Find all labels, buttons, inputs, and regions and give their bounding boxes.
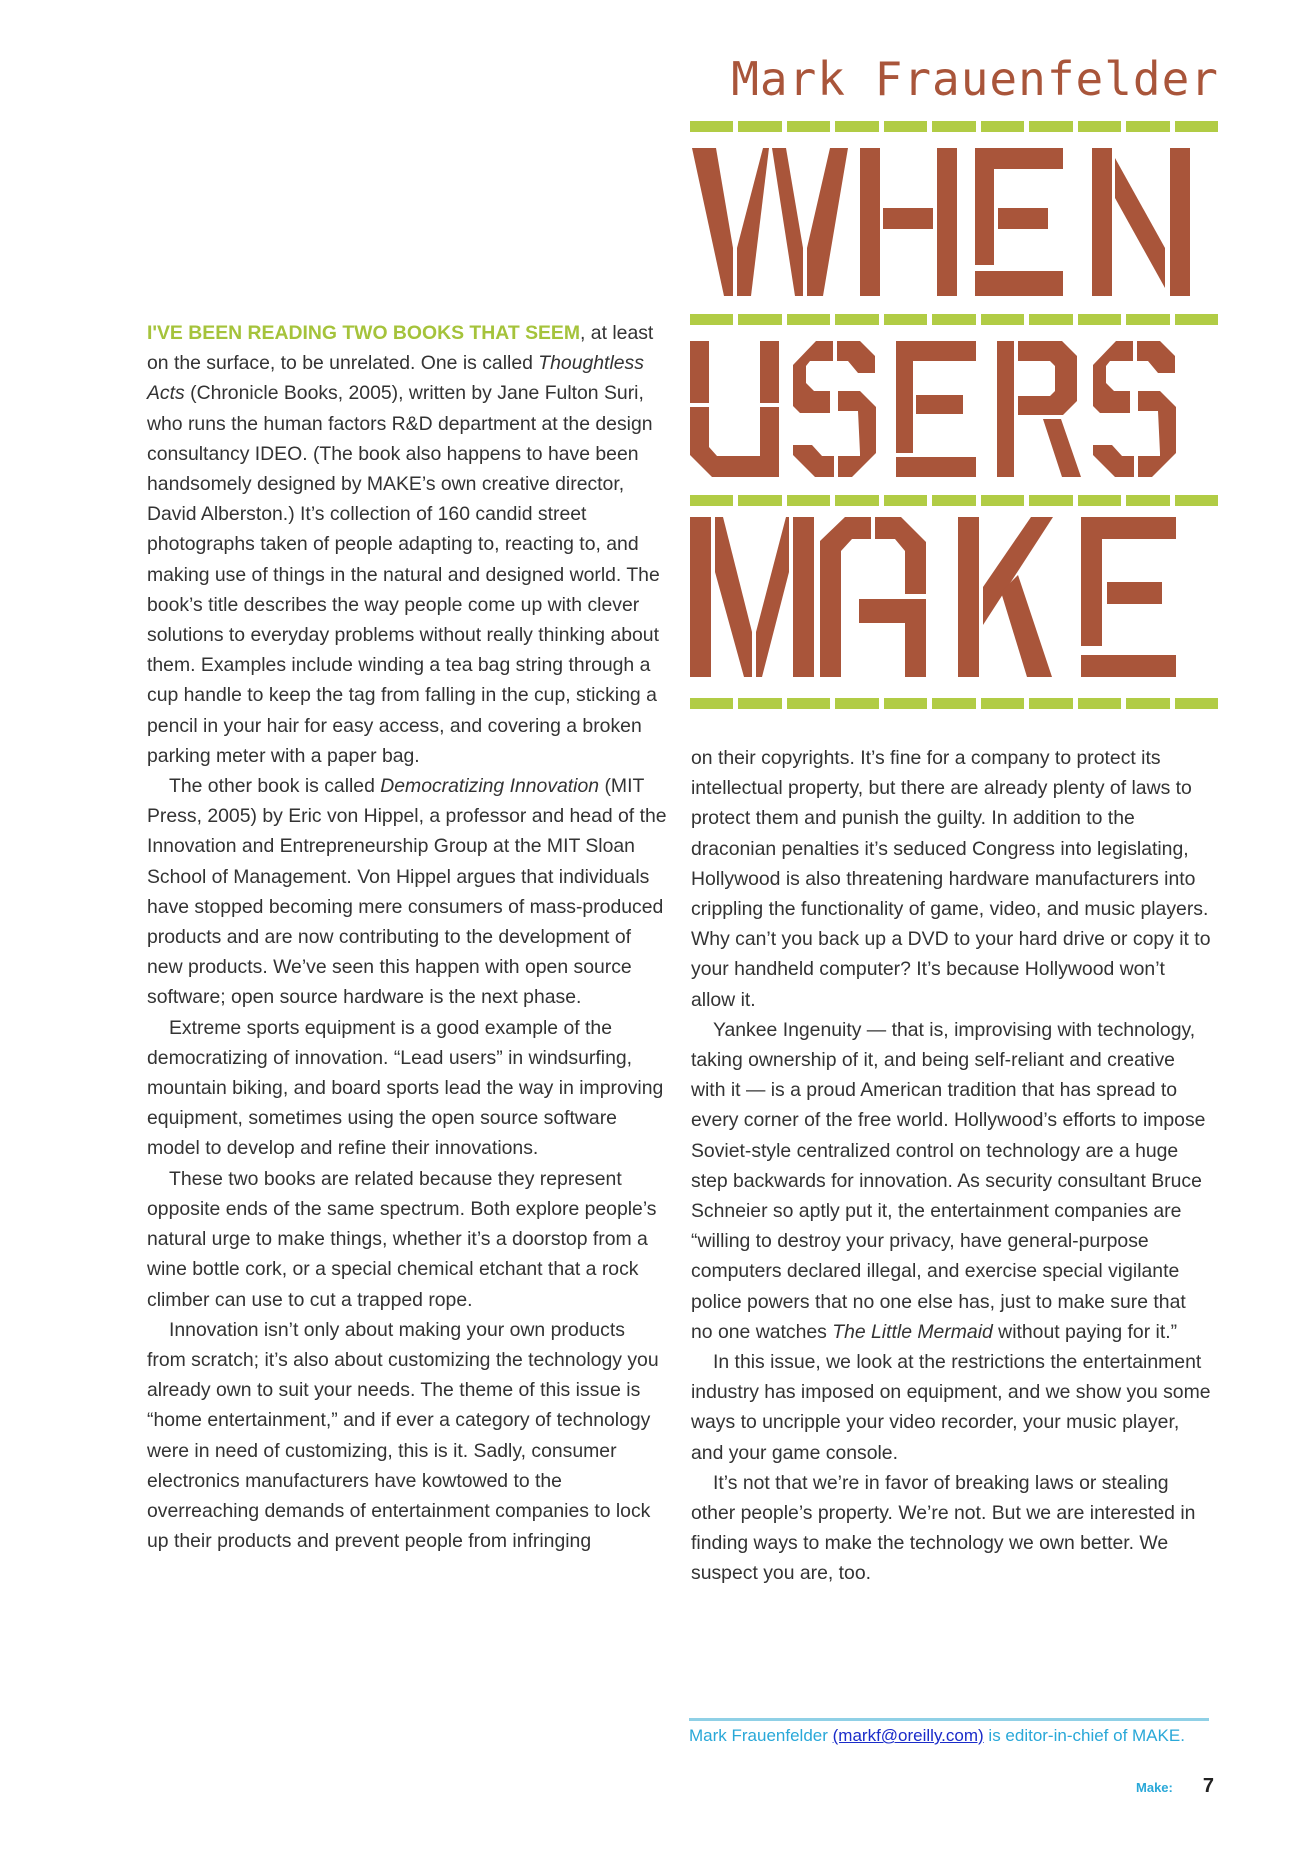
page-footer bbox=[1136, 1775, 1214, 1798]
lead-in: I'VE BEEN READING TWO BOOKS THAT SEEM bbox=[147, 322, 581, 344]
article-column-right bbox=[691, 743, 1211, 1589]
book-title: Democratizing Innovation bbox=[380, 775, 600, 798]
author-bio: Mark Frauenfelder (markf@oreilly.com) is editor-in-chief of MAKE. bbox=[689, 1726, 1185, 1745]
title-word-when bbox=[690, 148, 1218, 296]
title-word-make bbox=[690, 517, 1218, 677]
magazine-name: Make: bbox=[1136, 1780, 1173, 1795]
paragraph: on their copyrights. It’s fine for a company to protect its intellectual property, but there are already plenty of laws to protect them and punish the guilty. In addition to the draconian penalties it’s seduced Congress into legislating, Hollywood is also threatening hardware manufacturers into crippling the functionality of game, video, and music players. Why can’t you back up a DVD to your hard drive or copy it to your handheld computer? It’s because Hollywood won’t allow it. bbox=[691, 747, 1211, 1011]
dash-rule bbox=[690, 121, 1218, 132]
paragraph: The other book is called Democratizing Innovation (MIT Press, 2005) by Eric von Hippel, a professor and head of the Innovation and Entrepreneurship Group at the MIT Sloan School of Management. Von Hippel argues that individuals have stopped becoming mere consumers of mass-produced products and are now contributing to the development of new products. We’ve seen this happen with open source software; open source hardware is the next phase. bbox=[147, 775, 667, 1009]
paragraph: Extreme sports equipment is a good example of the democratizing of innovation. “Lead users” in windsurfing, mountain biking, and board sports lead the way in improving equipment, sometimes using the open source software model to develop and refine their innovations. bbox=[147, 1016, 664, 1160]
film-title: The Little Mermaid bbox=[832, 1320, 993, 1343]
title-word-users bbox=[690, 341, 1218, 477]
paragraph: I'VE BEEN READING TWO BOOKS THAT SEEM, at least on the surface, to be unrelated. One is called Thoughtless Acts (Chronicle Books, 2005), written by Jane Fulton Suri, who runs the human factors R&D department at the design consultancy IDEO. (The book also happens to have been handsomely designed by MAKE’s own creative director, David Alberston.) It’s collection of 160 candid street photographs taken of people adapting to, reacting to, and making use of things in the natural and designed world. The book’s title describes the way people come up with clever solutions to everyday problems without really thinking about them. Examples include winding a tea bag string through a cup handle to keep the tag from falling in the cup, sticking a pencil in your hair for easy access, and covering a broken parking meter with a paper bag. bbox=[147, 322, 660, 767]
book-title: Thoughtless Acts bbox=[147, 352, 644, 405]
bio-divider bbox=[689, 1718, 1209, 1721]
paragraph: Innovation isn’t only about making your own products from scratch; it’s also about customizing the technology you already own to suit your needs. The theme of this issue is “home entertainment,” and if ever a category of technology were in need of customizing, this is it. Sadly, consumer electronics manufacturers have kowtowed to the overreaching demands of entertainment companies to lock up their products and prevent people from infringing bbox=[147, 1318, 659, 1553]
author-email-link[interactable]: (markf@oreilly.com) bbox=[832, 1726, 984, 1745]
dash-rule bbox=[690, 495, 1218, 506]
author-byline: Mark Frauenfelder bbox=[731, 52, 1219, 106]
paragraph: Yankee Ingenuity — that is, improvising with technology, taking ownership of it, and being self-reliant and creative with it — is a proud American tradition that has spread to every corner of the free world. Hollywood’s efforts to impose Soviet-style centralized control on technology are a huge step backwards for innovation. As security consultant Bruce Schneier so aptly put it, the entertainment companies are “willing to destroy your privacy, have general-purpose computers declared illegal, and exercise special vigilante police powers that no one else has, just to make sure that no one watches The Little Mermaid without paying for it.” bbox=[691, 1018, 1206, 1343]
paragraph: It’s not that we’re in favor of breaking laws or stealing other people’s property. We’re not. But we are interested in finding ways to make the technology we own better. We suspect you are, too. bbox=[691, 1471, 1196, 1585]
paragraph: These two books are related because they represent opposite ends of the same spectrum. Both explore people’s natural urge to make things, whether it’s a doorstop from a wine bottle cork, or a special chemical etchant that a rock climber can use to cut a trapped rope. bbox=[147, 1167, 657, 1311]
paragraph: In this issue, we look at the restrictions the entertainment industry has imposed on equipment, and we show you some ways to uncripple your video recorder, your music player, and your game console. bbox=[691, 1351, 1211, 1464]
article-column-left bbox=[147, 318, 667, 1556]
page-number: 7 bbox=[1202, 1775, 1214, 1797]
dash-rule bbox=[690, 314, 1218, 325]
dash-rule bbox=[690, 698, 1218, 709]
